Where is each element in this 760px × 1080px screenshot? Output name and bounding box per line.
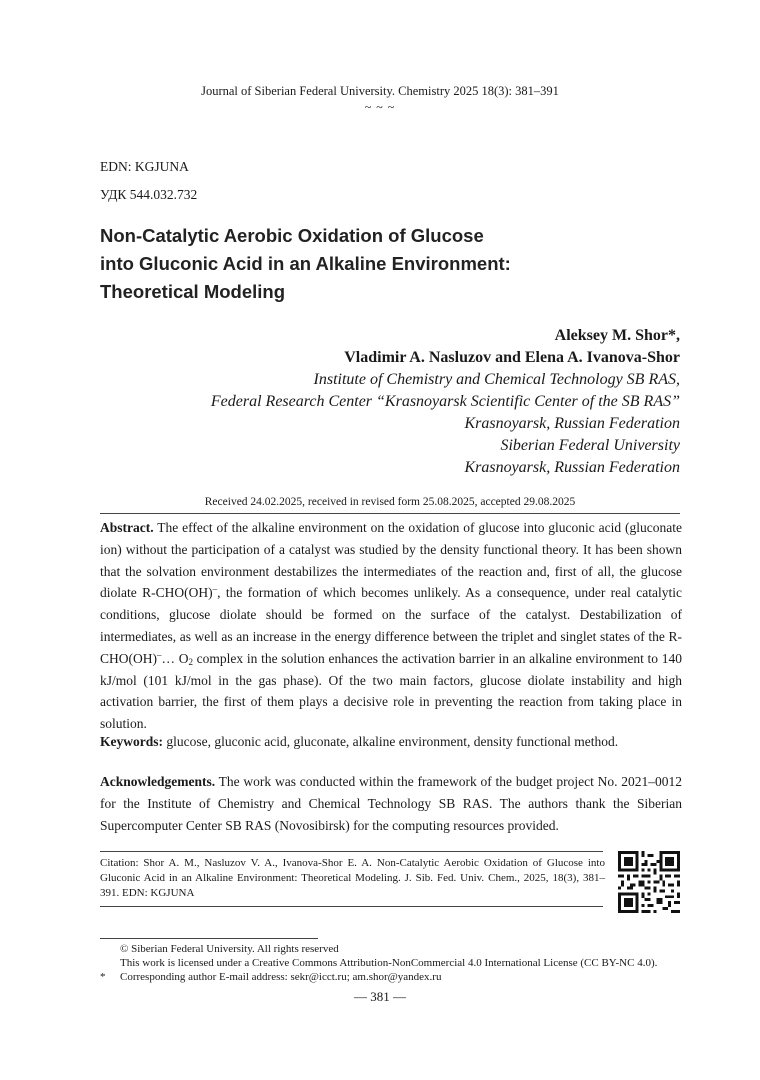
title-line-1: Non-Catalytic Aerobic Oxidation of Glucose: [100, 225, 484, 246]
abstract-text: … O: [161, 650, 189, 666]
title-line-2: into Gluconic Acid in an Alkaline Environment:: [100, 253, 511, 274]
abstract-text: , the formation of which becomes unlikely. As a consequence, under real catalytic conditions, glucose diolate should be formed on the surface of the catalyst. Destabilization of intermediates, as well as an increase in the energy difference between the triplet and singlet states of the R-CHO(OH): [100, 585, 682, 666]
acknowledgements-label: Acknowledgements.: [100, 774, 216, 789]
footnote-spacer: [100, 942, 120, 956]
superscript: –: [157, 649, 162, 660]
keywords-label: Keywords:: [100, 734, 163, 749]
qr-code-icon: [618, 851, 680, 913]
abstract-label: Abstract.: [100, 520, 154, 535]
copyright-note: [100, 942, 690, 956]
divider-line: [100, 513, 680, 514]
author-line-2: Vladimir A. Nasluzov and Elena A. Ivanova-Shor: [344, 349, 680, 366]
footnotes: [100, 942, 690, 984]
footnote-spacer: [100, 956, 120, 970]
affiliation-line: Krasnoyarsk, Russian Federation: [464, 415, 680, 432]
license-note: [100, 956, 690, 970]
header-ornament: ~ ~ ~: [364, 100, 396, 114]
license-text: This work is licensed under a Creative Commons Attribution-NonCommercial 4.0 International License (CC BY-NC 4.0).: [120, 957, 658, 969]
title-line-3: Theoretical Modeling: [100, 281, 286, 302]
udk-identifier: УДК 544.032.732: [100, 187, 198, 202]
keywords-text: glucose, gluconic acid, gluconate, alkaline environment, density functional method.: [163, 734, 619, 749]
author-line-1: Aleksey M. Shor*,: [554, 327, 680, 344]
article-title: [100, 222, 620, 306]
abstract: [100, 517, 682, 735]
subscript: 2: [188, 656, 193, 667]
affiliation-line: Institute of Chemistry and Chemical Technology SB RAS,: [313, 371, 680, 388]
affiliation-line: Siberian Federal University: [500, 437, 680, 454]
abstract-text: The effect of the alkaline environment on the oxidation of glucose into gluconic acid (gluconate ion) without the participation of a catalyst was studied by the density functional theory. It has been shown that the solvation environment destabilizes the intermediates of the reaction and, first of all, the glucose diolate R-CHO(OH): [100, 520, 682, 601]
received-dates: Received 24.02.2025, received in revised form 25.08.2025, accepted 29.08.2025: [204, 496, 576, 508]
keywords: [100, 731, 682, 753]
journal-header: Journal of Siberian Federal University. Chemistry 2025 18(3): 381–391: [201, 84, 559, 98]
acknowledgements: [100, 771, 682, 836]
author-block: [80, 325, 680, 479]
superscript: –: [212, 584, 218, 595]
divider-line: [100, 906, 603, 907]
citation: Citation: Shor A. M., Nasluzov V. A., Ivanova-Shor E. A. Non-Catalytic Aerobic Oxidation of Glucose into Gluconic Acid in an Alkaline Environment: Theoretical Modeling. J. Sib. Fed. Univ. Chem., 2025, 18(3), 381–391. EDN: KGJUNA: [100, 857, 605, 899]
corresponding-author-text: Corresponding author E-mail address: sekr@icct.ru; am.shor@yandex.ru: [120, 971, 442, 983]
footnote-mark: *: [100, 971, 106, 983]
acknowledgements-text: The work was conducted within the framework of the budget project No. 2021–0012 for the Institute of Chemistry and Chemical Technology SB RAS. The authors thank the Siberian Supercomputer Center SB RAS (Novosibirsk) for the computing resources provided.: [100, 774, 682, 833]
copyright-text: © Siberian Federal University. All rights reserved: [120, 943, 339, 955]
affiliation-line: Federal Research Center “Krasnoyarsk Scientific Center of the SB RAS”: [210, 393, 680, 410]
divider-line: [100, 851, 603, 852]
abstract-text: complex in the solution enhances the activation barrier in an alkaline environment to 140 kJ/mol (101 kJ/mol in the gas phase). Of the two main factors, glucose diolate instability and high activation barrier, the first of them plays a decisive role in preventing the reaction from taking place in solution.: [100, 650, 683, 732]
page-number: — 381 —: [354, 989, 406, 1004]
footnote-divider: [100, 938, 318, 939]
edn-identifier: EDN: KGJUNA: [100, 159, 189, 174]
affiliation-line: Krasnoyarsk, Russian Federation: [464, 459, 680, 476]
corresponding-author-note: [100, 970, 690, 984]
